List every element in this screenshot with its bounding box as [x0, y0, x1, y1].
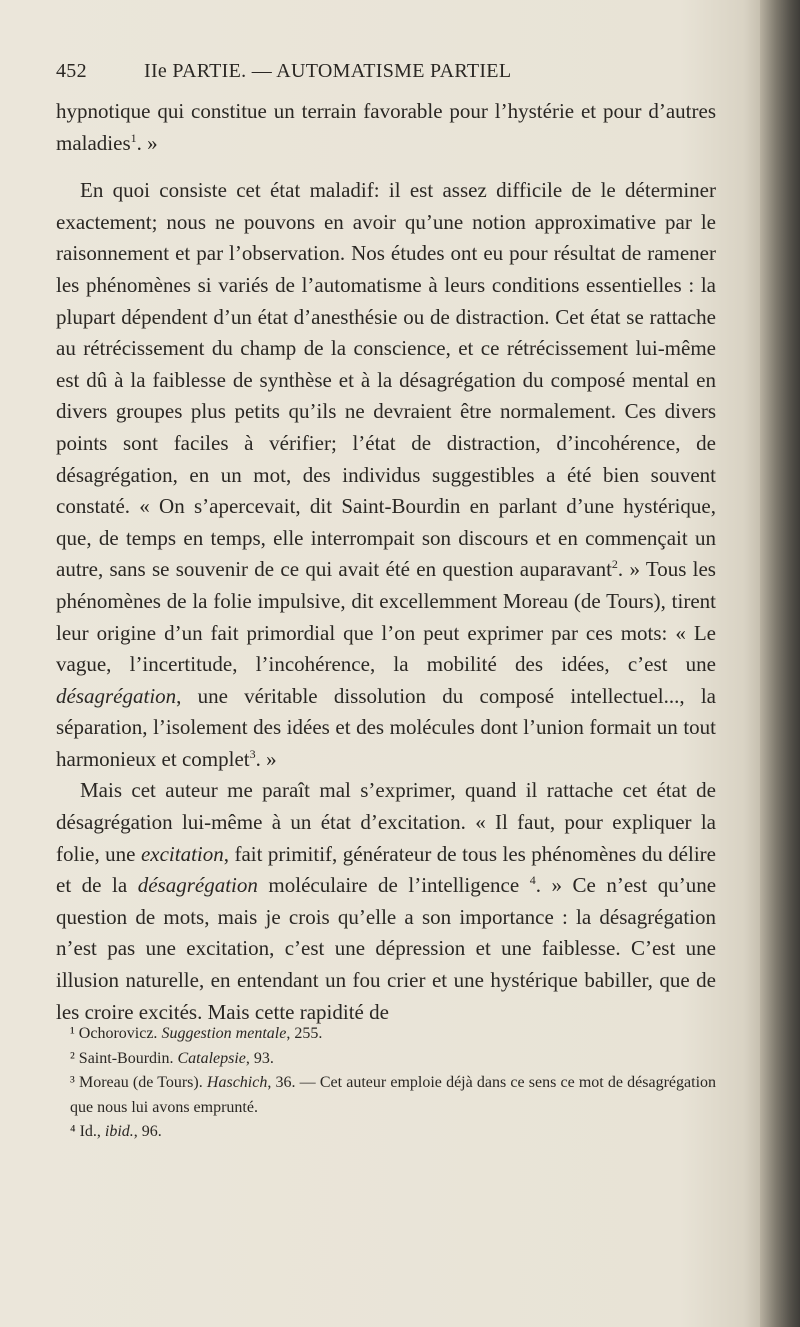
main-text — [56, 96, 716, 1028]
footnote-ref: 2 — [611, 557, 618, 572]
text-run: , 96. — [133, 1123, 162, 1140]
footnotes — [56, 1022, 716, 1145]
text-run: . » — [136, 130, 158, 155]
text-run: , 93. — [245, 1049, 274, 1067]
paragraph — [56, 175, 716, 775]
text-run: . » Ce n’est qu’une question de mots, mais je crois qu’elle a son importance : la désagrégation n’est pas une excitation, c’est une dépression et une faiblesse. C’est une illusion naturelle, en entendant un fou crier et une hystérique babiller, que de les croire excités. Mais cette rapidité de — [56, 873, 717, 1024]
text-run: ⁴ Id., — [70, 1123, 105, 1140]
text-run: moléculaire de l’intelligence — [257, 873, 530, 898]
text-run: hypnotique qui constitue un terrain favorable pour l’hystérie et pour d’autres maladies — [56, 99, 716, 155]
footnote — [56, 1071, 716, 1120]
text-run: , 255. — [286, 1025, 323, 1042]
text-run: ¹ Ochorovicz. — [70, 1025, 162, 1042]
italic-text: désagrégation — [56, 683, 177, 708]
paragraph — [56, 96, 716, 159]
text-run: En quoi consiste cet état maladif: il est assez difficile de le déterminer exactement; nous ne pouvons en avoir qu’une notion approximative par le raisonnement et par l’observation. Nos études ont eu pour résultat de ramener les phénomènes si variés de l’automatisme à leurs conditions essentielles : la plupart dépendent d’un état d’anesthésie ou de distraction. Cet état se rattache au rétrécissement du champ de la conscience, et ce rétrécissement lui-même est dû à la faiblesse de synthèse et à la désagrégation du composé mental en divers groupes plus petits qu’ils ne devraient être normalement. Ces divers points sont faciles à vérifier; l’état de distraction, d’incohérence, de désagrégation, en un mot, des individus suggestibles a été bien souvent constaté. « On s’apercevait, dit Saint-Bourdin en parlant d’une hystérique, que, de temps en temps, elle interrompait son discours et en commençait un autre, sans se souvenir de ce qui avait été en question auparavant — [56, 178, 716, 582]
italic-text: excitation — [140, 841, 224, 866]
italic-text: Catalepsie — [177, 1049, 246, 1067]
italic-text: désagrégation — [137, 873, 258, 898]
running-header — [56, 60, 728, 90]
running-title: IIe PARTIE. — AUTOMATISME PARTIEL — [144, 60, 512, 82]
footnote — [56, 1120, 716, 1145]
text-run: , fait primitif, générateur de tous les phénomènes du délire et de la — [56, 841, 716, 898]
page-number: 452 — [56, 60, 87, 82]
footnote — [56, 1047, 716, 1072]
italic-text: ibid. — [104, 1123, 134, 1140]
footnote-ref: 1 — [130, 130, 137, 145]
text-run: ³ Moreau (de Tours). — [70, 1074, 207, 1091]
footnote-ref: 4 — [529, 873, 536, 888]
italic-text: Suggestion mentale — [161, 1025, 287, 1042]
paragraph — [56, 775, 716, 1028]
text-run: ² Saint-Bourdin. — [70, 1049, 178, 1067]
book-spine-shadow — [760, 0, 800, 1327]
text-run: , 36. — Cet auteur emploie déjà dans ce sens ce mot de désagrégation que nous lui avons emprunté. — [70, 1074, 717, 1116]
footnote-ref: 3 — [249, 746, 256, 761]
text-run: Mais cet auteur me paraît mal s’exprimer, quand il rattache cet état de désagrégation lui-même à un état d’excitation. « Il faut, pour expliquer la folie, une — [56, 778, 716, 866]
footnote — [56, 1022, 716, 1047]
text-run: . » — [255, 746, 277, 771]
italic-text: Haschich — [206, 1074, 268, 1091]
text-run: , une véritable dissolution du composé intellectuel..., la séparation, l’isolement des idées et des molécules dont l’union formait un tout harmonieux et complet — [56, 683, 716, 771]
text-run: . » Tous les phénomènes de la folie impulsive, dit excellemment Moreau (de Tours), tirent leur origine d’un fait primordial que l’on peut exprimer par ces mots: « Le vague, l’incertitude, l’incohérence, la mobilité des idées, c’est une — [56, 557, 716, 677]
